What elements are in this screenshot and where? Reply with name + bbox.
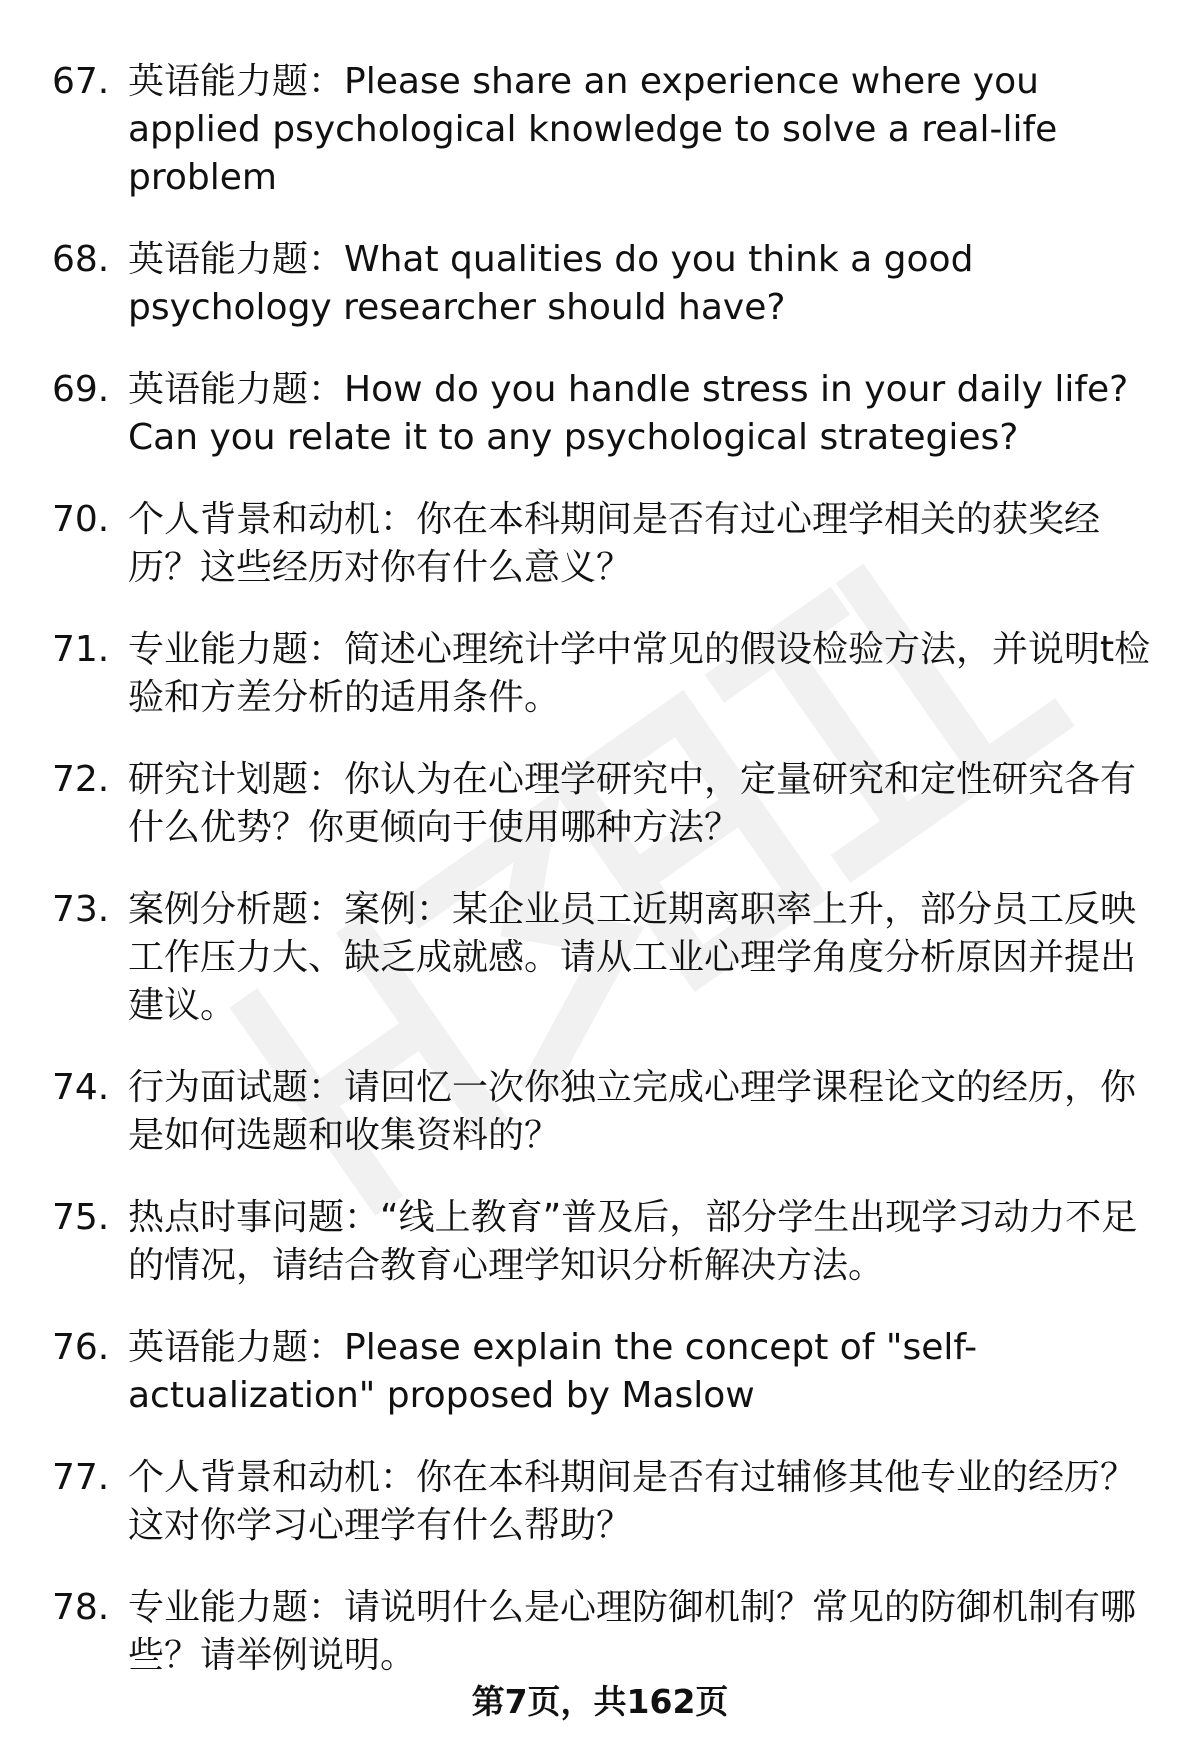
question-text: 研究计划题：你认为在心理学研究中，定量研究和定性研究各有什么优势？你更倾向于使用哪种方法？ (128, 759, 1137, 848)
question-item-76 (0, 1324, 1200, 1420)
question-number: 71. (52, 629, 110, 670)
page-number-footer: 第7页，共162页 (471, 1682, 729, 1721)
question-item-70 (0, 496, 1200, 592)
question-item-71 (0, 626, 1200, 722)
question-item-78 (0, 1584, 1200, 1680)
question-item-74 (0, 1064, 1200, 1160)
question-number: 74. (52, 1067, 110, 1108)
question-text: 专业能力题：简述心理统计学中常见的假设检验方法，并说明t检验和方差分析的适用条件。 (128, 629, 1151, 718)
question-item-69 (0, 366, 1200, 462)
question-text: 英语能力题：Please explain the concept of "self-actualization" proposed by Maslow (128, 1327, 978, 1416)
question-item-72 (0, 756, 1200, 852)
question-number: 69. (52, 369, 110, 410)
question-text: 专业能力题：请说明什么是心理防御机制？常见的防御机制有哪些？请举例说明。 (128, 1587, 1137, 1676)
question-number: 72. (52, 759, 110, 800)
question-text: 个人背景和动机：你在本科期间是否有过心理学相关的获奖经历？这些经历对你有什么意义？ (128, 499, 1101, 588)
question-number: 67. (52, 61, 110, 102)
question-number: 70. (52, 499, 110, 540)
question-list (0, 58, 1200, 1714)
question-number: 68. (52, 239, 110, 280)
question-item-75 (0, 1194, 1200, 1290)
question-number: 76. (52, 1327, 110, 1368)
question-number: 73. (52, 889, 110, 930)
question-text: 案例分析题：案例：某企业员工近期离职率上升，部分员工反映工作压力大、缺乏成就感。请从工业心理学角度分析原因并提出建议。 (128, 889, 1137, 1026)
question-number: 75. (52, 1197, 110, 1238)
question-item-77 (0, 1454, 1200, 1550)
question-text: 英语能力题：Please share an experience where you applied psychological knowledge to solve a real-life problem (128, 61, 1058, 198)
question-text: 英语能力题：How do you handle stress in your daily life? Can you relate it to any psychological strategies? (128, 369, 1129, 458)
question-text: 热点时事问题：“线上教育”普及后，部分学生出现学习动力不足的情况，请结合教育心理学知识分析解决方法。 (128, 1197, 1138, 1286)
question-text: 个人背景和动机：你在本科期间是否有过辅修其他专业的经历？这对你学习心理学有什么帮助？ (128, 1457, 1137, 1546)
question-item-73 (0, 886, 1200, 1030)
question-item-67 (0, 58, 1200, 202)
question-number: 77. (52, 1457, 110, 1498)
question-item-68 (0, 236, 1200, 332)
question-text: 行为面试题：请回忆一次你独立完成心理学课程论文的经历，你是如何选题和收集资料的？ (128, 1067, 1137, 1156)
question-text: 英语能力题：What qualities do you think a good psychology researcher should have? (128, 239, 974, 328)
question-number: 78. (52, 1587, 110, 1628)
